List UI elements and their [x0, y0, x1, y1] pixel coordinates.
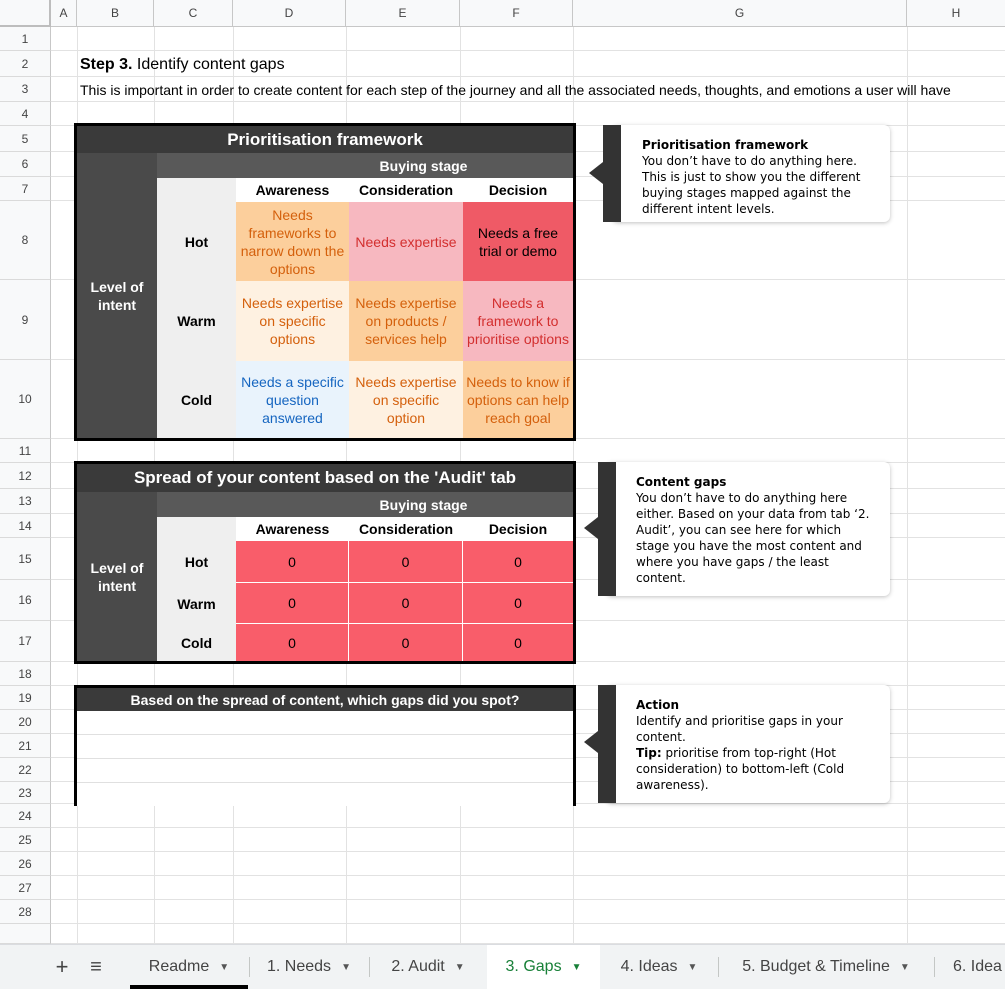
tab-idea-6[interactable]: [935, 945, 1005, 989]
spread-value-cell: 0: [463, 583, 573, 623]
row-header-11[interactable]: 11: [0, 439, 51, 463]
col-header-b[interactable]: B: [77, 0, 154, 27]
framework-intent-warm: Warm: [157, 281, 236, 361]
tab-budget-timeline[interactable]: [719, 945, 933, 989]
row-header-22[interactable]: 22: [0, 758, 51, 782]
spread-value-cell: 0: [463, 541, 573, 582]
row-header-12[interactable]: 12: [0, 463, 51, 489]
prioritisation-framework-table: [74, 123, 576, 441]
framework-buying-stage: Buying stage: [157, 153, 573, 178]
grid-line: [51, 875, 1005, 876]
row-header-7[interactable]: 7: [0, 177, 51, 201]
framework-cell: Needs expertise on specific option: [349, 361, 463, 438]
framework-stage-header: Decision: [463, 178, 573, 202]
tab-label: 1. Needs: [267, 958, 332, 975]
spread-value-cell: 0: [349, 624, 462, 661]
note-action: [606, 685, 890, 803]
framework-cell: Needs a specific question answered: [236, 361, 349, 438]
tab-label: 6. Idea: [953, 958, 1002, 975]
tab-label: 4. Ideas: [620, 958, 678, 975]
note-marker: [598, 462, 616, 596]
row-header-16[interactable]: 16: [0, 580, 51, 621]
col-header-e[interactable]: E: [346, 0, 460, 27]
row-header-23[interactable]: 23: [0, 782, 51, 804]
row-header-29[interactable]: [0, 924, 51, 944]
grid-line: [51, 76, 1005, 77]
col-header-a[interactable]: A: [51, 0, 77, 27]
note-tip: [636, 745, 876, 793]
note-title: Action: [636, 698, 680, 712]
note-title: Prioritisation framework: [642, 138, 809, 152]
spread-value-cell: 0: [463, 624, 573, 661]
grid-line: [51, 50, 1005, 51]
row-header-1[interactable]: 1: [0, 27, 51, 51]
row-header-25[interactable]: 25: [0, 828, 51, 852]
content-spread-table: [74, 461, 576, 664]
framework-stage-header: Consideration: [349, 178, 463, 202]
framework-cell: Needs expertise on specific options: [236, 281, 349, 361]
row-header-5[interactable]: 5: [0, 126, 51, 152]
row-header-15[interactable]: 15: [0, 538, 51, 580]
tab-ideas[interactable]: [601, 945, 717, 989]
chevron-down-icon[interactable]: ▼: [571, 961, 582, 973]
note-tip-label: Tip:: [636, 746, 662, 760]
row-header-26[interactable]: 26: [0, 852, 51, 876]
row-header-21[interactable]: 21: [0, 734, 51, 758]
row-header-14[interactable]: 14: [0, 514, 51, 538]
spread-buying-stage: Buying stage: [157, 492, 573, 517]
chevron-down-icon[interactable]: ▼: [454, 961, 465, 973]
col-header-h[interactable]: H: [907, 0, 1005, 27]
spread-value-cell: 0: [236, 624, 348, 661]
tab-audit[interactable]: [370, 945, 486, 989]
note-body: Identify and prioritise gaps in your content.: [636, 714, 843, 744]
add-sheet-button[interactable]: +: [55, 954, 69, 979]
row-header-18[interactable]: 18: [0, 662, 51, 686]
sheet-tab-bar: [0, 944, 1005, 989]
gaps-input-row[interactable]: [77, 735, 573, 759]
row-header-19[interactable]: 19: [0, 686, 51, 710]
row-header-28[interactable]: 28: [0, 900, 51, 924]
tab-readme[interactable]: [130, 945, 248, 989]
tab-label: Readme: [148, 958, 210, 975]
spread-value-cell: 0: [236, 583, 348, 623]
framework-corner-cell: [157, 178, 236, 202]
chevron-down-icon[interactable]: ▼: [341, 961, 351, 973]
grid-line: [51, 827, 1005, 828]
step-description: This is important in order to create content for each step of the journey and all the associated needs, thoughts, and emotions a user will have: [80, 82, 951, 98]
gaps-title: Based on the spread of content, which gaps did you spot?: [77, 688, 573, 711]
row-header-17[interactable]: 17: [0, 621, 51, 662]
spread-value-cell: 0: [236, 541, 348, 582]
row-header-9[interactable]: 9: [0, 280, 51, 360]
chevron-down-icon[interactable]: ▼: [687, 961, 698, 973]
tab-label: 3. Gaps: [505, 958, 562, 975]
col-header-c[interactable]: C: [154, 0, 233, 27]
row-header-13[interactable]: 13: [0, 489, 51, 514]
gaps-input-row[interactable]: [77, 783, 573, 806]
note-body: You don’t have to do anything here. This is just to show you the different buying stages mapped against the different intent levels.: [642, 154, 861, 216]
step-label: Step 3.: [80, 56, 133, 73]
note-pointer: [584, 731, 598, 753]
row-header-2[interactable]: 2: [0, 51, 51, 77]
row-header-24[interactable]: 24: [0, 804, 51, 828]
grid-line: [51, 923, 1005, 924]
note-content-gaps: [606, 462, 890, 596]
row-header-20[interactable]: 20: [0, 710, 51, 734]
chevron-down-icon[interactable]: ▼: [219, 961, 230, 973]
framework-intent-cold: Cold: [157, 361, 236, 438]
step-title: Identify content gaps: [136, 56, 285, 73]
framework-title: Prioritisation framework: [77, 126, 573, 153]
spread-value-cell: 0: [349, 541, 462, 582]
col-header-g[interactable]: G: [573, 0, 907, 27]
spread-corner-cell: [157, 517, 236, 541]
tab-label: 5. Budget & Timeline: [742, 958, 890, 975]
spread-stage-header: Consideration: [349, 517, 463, 541]
framework-cell: Needs expertise: [349, 202, 463, 281]
framework-cell: Needs frameworks to narrow down the options: [236, 202, 349, 281]
framework-stage-header: Awareness: [236, 178, 349, 202]
spread-intent-warm: Warm: [157, 583, 236, 624]
row-header-3[interactable]: 3: [0, 77, 51, 102]
framework-cell: Needs expertise on products / services help: [349, 281, 463, 361]
framework-cell: Needs a framework to prioritise options: [463, 281, 573, 361]
note-pointer: [584, 517, 598, 539]
note-pointer: [589, 162, 603, 184]
grid-line: [51, 851, 1005, 852]
note-body: You don’t have to do anything here either. Based on your data from tab ‘2. Audit’, you can see here for which stage you have the most content and where you have gaps / the least content.: [636, 491, 870, 585]
chevron-down-icon[interactable]: ▼: [899, 961, 910, 973]
note-marker: [603, 125, 621, 222]
spread-title: Spread of your content based on the 'Audit' tab: [77, 464, 573, 492]
tab-underline: [130, 985, 248, 989]
all-sheets-list-button[interactable]: ≡: [90, 955, 102, 978]
row-header-6[interactable]: 6: [0, 152, 51, 177]
step-heading: [80, 56, 285, 74]
framework-intent-hot: Hot: [157, 202, 236, 281]
note-tip-text: prioritise from top-right (Hot consideration) to bottom-left (Cold awareness).: [636, 746, 845, 792]
note-prioritisation-framework: [612, 125, 890, 222]
framework-level-of-intent: Level of intent: [77, 153, 157, 438]
spread-level-of-intent: Level of intent: [77, 492, 157, 661]
tab-needs[interactable]: [250, 945, 368, 989]
grid-line: [51, 899, 1005, 900]
spread-value-cell: 0: [349, 583, 462, 623]
row-header-4[interactable]: 4: [0, 102, 51, 126]
note-title: Content gaps: [636, 475, 727, 489]
grid-line: [907, 27, 908, 944]
gaps-input-table: [74, 685, 576, 806]
row-header-27[interactable]: 27: [0, 876, 51, 900]
grid-line: [51, 101, 1005, 102]
tab-label: 2. Audit: [391, 958, 445, 975]
framework-cell: Needs to know if options can help reach goal: [463, 361, 573, 438]
spread-stage-header: Decision: [463, 517, 573, 541]
gaps-input-row[interactable]: [77, 759, 573, 783]
note-marker: [598, 685, 616, 803]
row-header-8[interactable]: 8: [0, 201, 51, 280]
framework-cell: Needs a free trial or demo: [463, 202, 573, 281]
gaps-input-row[interactable]: [77, 711, 573, 735]
spread-intent-cold: Cold: [157, 624, 236, 661]
row-header-10[interactable]: 10: [0, 360, 51, 439]
spread-intent-hot: Hot: [157, 541, 236, 583]
spread-stage-header: Awareness: [236, 517, 349, 541]
select-all-corner[interactable]: [0, 0, 51, 27]
col-header-f[interactable]: F: [460, 0, 573, 27]
col-header-d[interactable]: D: [233, 0, 346, 27]
tab-gaps[interactable]: [487, 945, 600, 989]
